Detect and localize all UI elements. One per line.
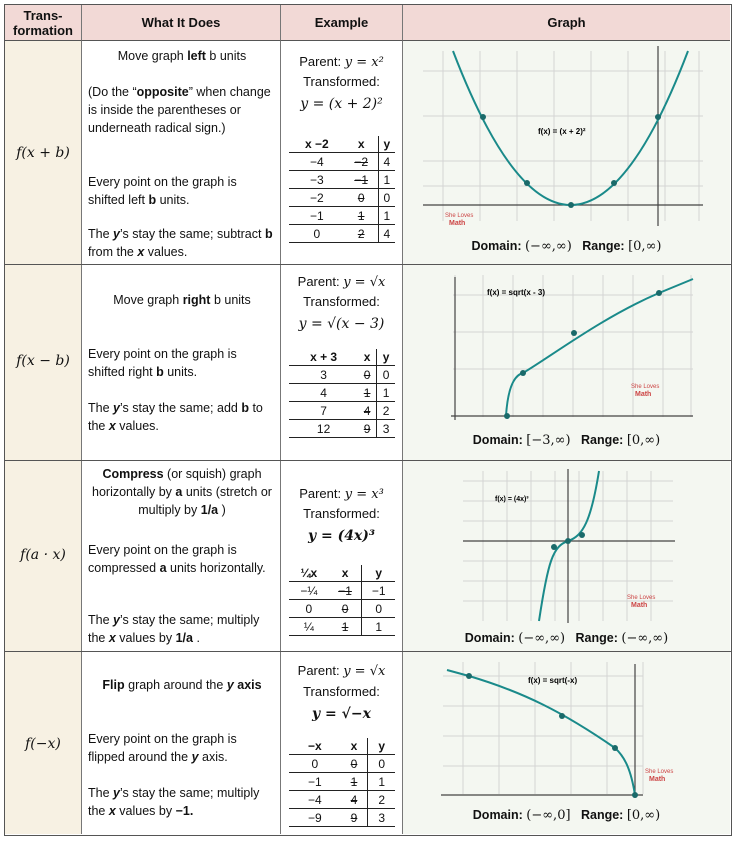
transformed-label: Transformed:	[303, 74, 380, 89]
table-header: −x	[289, 738, 341, 755]
transformed-equation: y = (x + 2)²	[300, 96, 383, 112]
description-values: The y’s stay the same; subtract b from the x values.	[88, 227, 273, 259]
points-table	[289, 738, 395, 827]
table-cell: −1	[289, 207, 345, 225]
graph-shift-right	[403, 265, 730, 430]
table-header: x	[341, 738, 368, 755]
row-shift-left	[5, 41, 731, 265]
graph-flip	[403, 652, 730, 802]
description-note: (Do the “opposite” when change is inside the parentheses or underneath radical sign.)	[88, 85, 271, 135]
data-point	[559, 713, 565, 719]
description-points: Every point on the graph is shifted left b units.	[88, 175, 237, 207]
domain-range: Domain: (−∞,∞) Range: (−∞,∞)	[464, 631, 669, 646]
transformed-equation: y = √(x − 3)	[298, 316, 385, 332]
data-point	[466, 673, 472, 679]
table-cell: 12	[289, 420, 358, 438]
table-cell: 1	[362, 618, 395, 636]
description-values: The y’s stay the same; add b to the x values.	[88, 401, 263, 433]
table-cell: 3	[368, 809, 395, 827]
transformed-label: Transformed:	[303, 506, 380, 521]
table-cell: −4	[289, 153, 345, 171]
table-cell: 0	[362, 600, 395, 618]
domain-value: [−3,∞)	[526, 433, 571, 448]
table-header: x	[345, 136, 378, 153]
table-cell: 0	[345, 189, 378, 207]
table-cell: 1	[358, 384, 376, 402]
table-cell: 7	[289, 402, 358, 420]
range-value: [0,∞)	[626, 808, 661, 823]
description-title: Compress (or squish) graph horizontally by a units (stretch or multiply by 1/a )	[92, 467, 272, 517]
data-point	[551, 544, 557, 550]
graph-shift-left	[403, 41, 730, 236]
points-table	[289, 349, 395, 438]
description-title: Move graph right b units	[113, 293, 251, 307]
data-point	[565, 538, 571, 544]
table-cell: 4	[341, 791, 368, 809]
data-point	[524, 180, 530, 186]
table-cell: 0	[377, 366, 395, 384]
table-header: x	[358, 349, 376, 366]
graph-label: f(x) = sqrt(-x)	[528, 676, 578, 685]
watermark-line1: She Loves	[627, 595, 656, 601]
description-title: Move graph left b units	[117, 49, 247, 63]
table-cell: 4	[378, 153, 395, 171]
function-label: f(x + b)	[16, 145, 70, 161]
function-label: f(−x)	[25, 736, 61, 752]
table-cell: ¼	[289, 618, 329, 636]
data-point	[611, 180, 617, 186]
data-point	[571, 330, 577, 336]
parent-label: Parent:	[297, 274, 340, 289]
parent-label: Parent:	[299, 486, 342, 501]
range-value: (−∞,∞)	[621, 631, 669, 646]
table-cell: 2	[368, 791, 395, 809]
watermark-line2: Math	[649, 776, 666, 783]
description-points: Every point on the graph is compressed a units horizontally.	[88, 543, 266, 575]
table-header: x	[329, 565, 362, 582]
table-cell: 0	[358, 366, 376, 384]
table-cell: 9	[358, 420, 376, 438]
watermark-line1: She Loves	[445, 213, 474, 219]
table-cell: 4	[358, 402, 376, 420]
data-point	[480, 114, 486, 120]
parent-equation: y = x²	[344, 55, 384, 70]
table-cell: −2	[289, 189, 345, 207]
table-cell: 1	[378, 207, 395, 225]
description-values: The y’s stay the same; multiply the x values by 1/a .	[88, 613, 260, 645]
description-points: Every point on the graph is shifted right b units.	[88, 347, 237, 379]
data-point	[568, 202, 574, 208]
table-cell: 1	[345, 207, 378, 225]
table-cell: 1	[377, 384, 395, 402]
function-label: f(x − b)	[16, 353, 70, 369]
watermark-line1: She Loves	[631, 384, 660, 390]
header-graph: Graph	[403, 5, 730, 41]
range-value: [0,∞)	[628, 239, 662, 254]
domain-range: Domain: (−∞,∞) Range: [0,∞)	[471, 239, 662, 254]
table-header: ¼x	[289, 565, 329, 582]
transformed-label: Transformed:	[303, 294, 380, 309]
data-point	[656, 290, 662, 296]
table-cell: 9	[341, 809, 368, 827]
table-cell: −1	[289, 773, 341, 791]
data-point	[504, 413, 510, 419]
watermark-line1: She Loves	[645, 769, 674, 775]
range-value: [0,∞)	[626, 433, 661, 448]
table-cell: 4	[378, 225, 395, 243]
domain-range: Domain: [−3,∞) Range: [0,∞)	[472, 433, 661, 448]
table-header: y	[368, 738, 395, 755]
table-cell: 0	[329, 600, 362, 618]
points-table	[289, 136, 395, 243]
transformed-equation: y = √−x	[312, 706, 371, 722]
function-label: f(a · x)	[20, 547, 66, 563]
table-cell: −2	[345, 153, 378, 171]
parent-equation: y = x³	[344, 487, 384, 502]
table-cell: 0	[378, 189, 395, 207]
table-header: x + 3	[289, 349, 358, 366]
table-cell: −1	[345, 171, 378, 189]
graph-label: f(x) = (4x)³	[495, 496, 529, 503]
transformed-equation: y = (4x)³	[307, 528, 376, 544]
data-point	[612, 745, 618, 751]
table-cell: −1	[329, 582, 362, 600]
table-cell: −3	[289, 171, 345, 189]
table-cell: 2	[377, 402, 395, 420]
transformations-table	[4, 4, 732, 836]
table-cell: 1	[368, 773, 395, 791]
table-cell: 0	[289, 600, 329, 618]
header-transformation: Trans-formation	[5, 5, 82, 41]
header-example: Example	[281, 5, 403, 41]
transformed-label: Transformed:	[303, 684, 380, 699]
domain-value: (−∞,∞)	[524, 239, 572, 254]
table-header: y	[378, 136, 395, 153]
data-point	[579, 532, 585, 538]
header-what-it-does: What It Does	[82, 5, 281, 41]
table-cell: 4	[289, 384, 358, 402]
table-header: y	[362, 565, 395, 582]
table-cell: −¼	[289, 582, 329, 600]
curve	[539, 471, 599, 621]
table-cell: −4	[289, 791, 341, 809]
data-point	[632, 792, 638, 798]
description-values: The y’s stay the same; multiply the x values by −1.	[88, 786, 260, 818]
domain-range: Domain: (−∞,0] Range: [0,∞)	[472, 808, 661, 823]
points-table	[289, 565, 395, 636]
description-title: Flip graph around the y axis	[102, 678, 262, 692]
table-cell: 3	[289, 366, 358, 384]
table-cell: 0	[289, 755, 341, 773]
data-point	[655, 114, 661, 120]
data-point	[520, 370, 526, 376]
table-cell: 0	[341, 755, 368, 773]
curve	[506, 279, 693, 416]
watermark-line2: Math	[449, 220, 466, 227]
table-cell: 2	[345, 225, 378, 243]
table-cell: 0	[368, 755, 395, 773]
table-header: y	[377, 349, 395, 366]
table-cell: 1	[378, 171, 395, 189]
table-cell: 1	[329, 618, 362, 636]
graph-label: f(x) = sqrt(x - 3)	[487, 288, 546, 297]
table-cell: −9	[289, 809, 341, 827]
parent-equation: y = √x	[343, 664, 386, 679]
graph-label: f(x) = (x + 2)²	[538, 127, 586, 136]
table-header: x −2	[289, 136, 345, 153]
row-compress	[5, 461, 731, 652]
watermark-line2: Math	[635, 391, 652, 398]
description-points: Every point on the graph is flipped around the y axis.	[88, 732, 237, 764]
row-shift-right	[5, 265, 731, 461]
row-flip	[5, 652, 731, 834]
table-cell: 3	[377, 420, 395, 438]
parent-label: Parent:	[299, 54, 342, 69]
table-cell: 1	[341, 773, 368, 791]
table-cell: −1	[362, 582, 395, 600]
domain-value: (−∞,∞)	[518, 631, 566, 646]
parent-equation: y = √x	[343, 275, 386, 290]
domain-value: (−∞,0]	[526, 808, 571, 823]
watermark-line2: Math	[631, 602, 648, 609]
table-cell: 0	[289, 225, 345, 243]
parent-label: Parent:	[297, 663, 340, 678]
graph-compress	[403, 461, 730, 629]
